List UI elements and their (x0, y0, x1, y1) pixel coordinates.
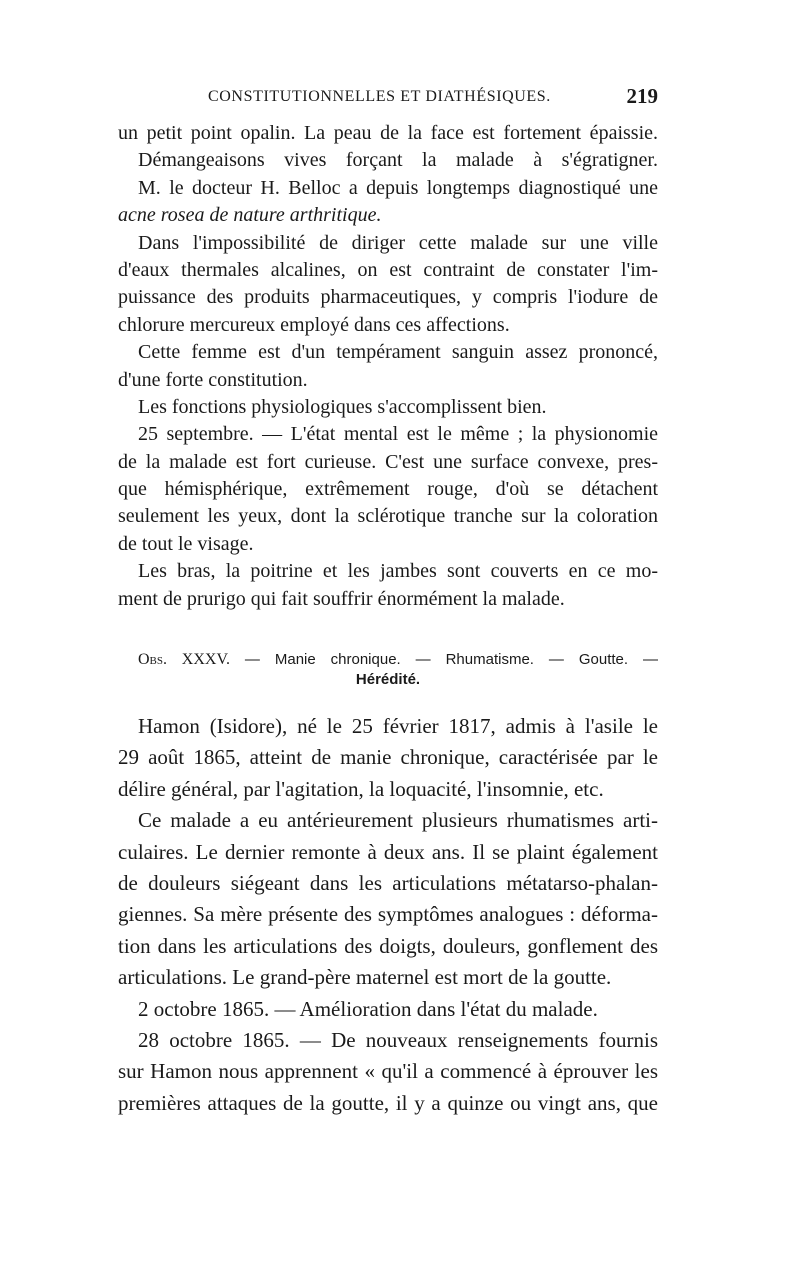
text-line: de douleurs siégeant dans les articulations métatarso-phalan- (118, 870, 658, 895)
text-line: Hamon (Isidore), né le 25 février 1817, admis à l'asile le (138, 714, 658, 738)
text-line: sur Hamon nous apprennent « qu'il a commencé à éprouver les (118, 1059, 658, 1084)
text-line: articulations. Le grand-père maternel est mort de la goutte. (118, 965, 612, 990)
text-line: 29 août 1865, atteint de manie chronique, caractérisée par le (118, 745, 658, 770)
text-line: chlorure mercureux employé dans ces affections. (118, 313, 510, 336)
heading-line-2: Hérédité. (355, 671, 421, 688)
text-line: que hémisphérique, extrêmement rouge, d'où se détachent (118, 478, 658, 501)
text-line: 28 octobre 1865. — De nouveaux renseignements fournis (138, 1027, 658, 1052)
page-header (118, 84, 658, 118)
text-line: de la malade est fort curieuse. C'est une surface convexe, pres- (118, 450, 658, 473)
italic-term: acne rosea de nature arthritique. (118, 204, 382, 227)
text-line: d'une forte constitution. (118, 368, 308, 391)
text-line: Démangeaisons vives forçant la malade à s'égratigner. (138, 149, 658, 172)
text-line: puissance des produits pharmaceutiques, y compris l'iodure de (118, 286, 658, 309)
heading-line-1 (118, 650, 658, 670)
heading-subjects: — Manie chronique. — Rhumatisme. — Goutte. — (244, 651, 658, 668)
text-line: ment de prurigo qui fait souffrir énormément la malade. (118, 587, 565, 610)
observation-heading (118, 650, 658, 690)
text-line: seulement les yeux, dont la sclérotique tranche sur la coloration (118, 505, 658, 528)
text-line: 25 septembre. — L'état mental est le même ; la physionomie (138, 423, 658, 446)
text-line: Ce malade a eu antérieurement plusieurs rhumatismes arti- (138, 808, 658, 833)
text-line: Cette femme est d'un tempérament sanguin assez prononcé, (138, 341, 658, 364)
text-line: culaires. Le dernier remonte à deux ans. Il se plaint également (118, 839, 658, 864)
text-line: de tout le visage. (118, 532, 254, 555)
running-title: CONSTITUTIONNELLES ET DIATHÉSIQUES. (208, 88, 551, 105)
text-line: giennes. Sa mère présente des symptômes analogues : déforma- (118, 902, 658, 927)
text-line: tion dans les articulations des doigts, douleurs, gonflement des (118, 933, 658, 958)
text-line: Les fonctions physiologiques s'accomplissent bien. (138, 395, 547, 418)
text-line: M. le docteur H. Belloc a depuis longtemps diagnostiqué une (138, 176, 658, 199)
text-line: Dans l'impossibilité de diriger cette malade sur une ville (138, 231, 658, 254)
text-block-hamon-case (118, 711, 658, 1119)
observation-label: Obs. XXXV. (138, 651, 230, 668)
text-block-case-observation (118, 120, 658, 613)
text-line: d'eaux thermales alcalines, on est contraint de constater l'im- (118, 258, 658, 281)
text-line (118, 202, 658, 229)
page-number: 219 (626, 84, 658, 108)
text-line: un petit point opalin. La peau de la face est fortement épaissie. (118, 122, 658, 144)
text-line: Les bras, la poitrine et les jambes sont couverts en ce mo- (138, 560, 658, 583)
text-line: 2 octobre 1865. — Amélioration dans l'état du malade. (138, 996, 598, 1021)
text-line: premières attaques de la goutte, il y a quinze ou vingt ans, que (118, 1090, 658, 1115)
text-line: délire général, par l'agitation, la loquacité, l'insomnie, etc. (118, 776, 604, 801)
